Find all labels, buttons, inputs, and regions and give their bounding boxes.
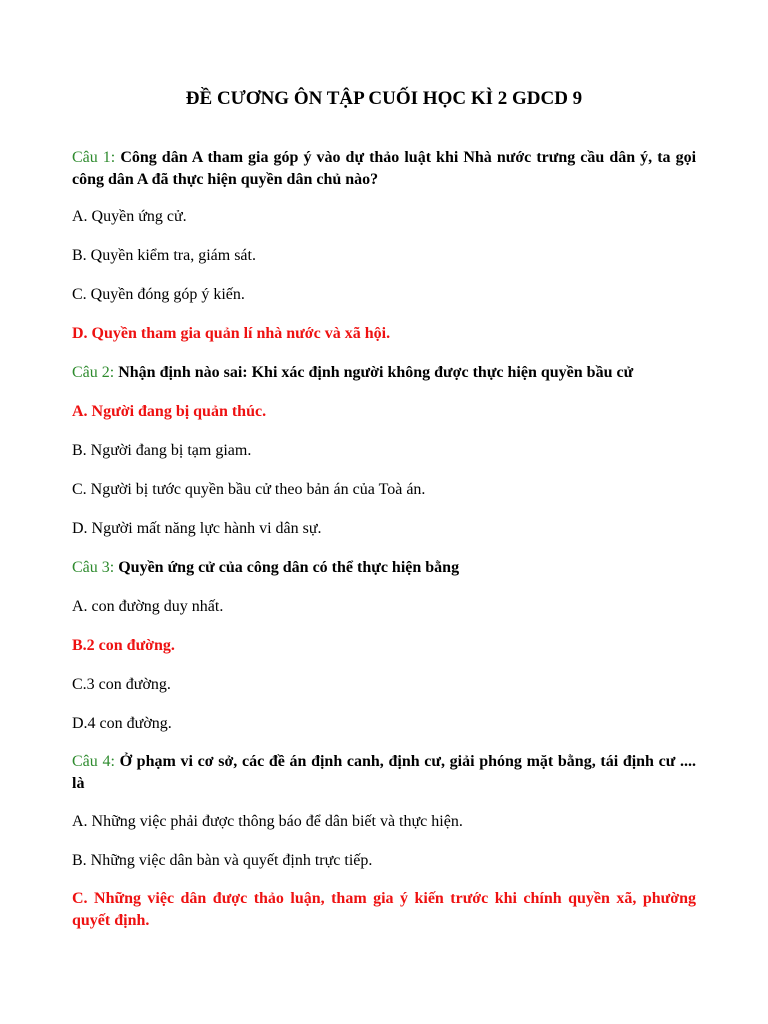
- option-4c-correct: C. Những việc dân được thảo luận, tham gia ý kiến trước khi chính quyền xã, phường quyết định.: [72, 890, 696, 929]
- option-4b: B. Những việc dân bàn và quyết định trực tiếp.: [72, 852, 373, 869]
- question-text: Công dân A tham gia góp ý vào dự thảo luật khi Nhà nước trưng cầu dân ý, ta gọi công dân A đã thực hiện quyền dân chủ nào?: [72, 149, 697, 188]
- option-3c: C.3 con đường.: [72, 676, 171, 693]
- option-1c: C. Quyền đóng góp ý kiến.: [72, 286, 245, 303]
- question-label: Câu 1:: [72, 149, 116, 166]
- option-2d: D. Người mất năng lực hành vi dân sự.: [72, 520, 322, 537]
- question-text: Quyền ứng cử của công dân có thể thực hiện bằng: [118, 559, 460, 576]
- option-1d-correct: D. Quyền tham gia quản lí nhà nước và xã hội.: [72, 325, 391, 342]
- option-3d: D.4 con đường.: [72, 715, 172, 732]
- question-label: Câu 2:: [72, 364, 115, 381]
- question-4: [72, 751, 696, 795]
- question-2: [72, 362, 696, 384]
- option-2a-correct: A. Người đang bị quản thúc.: [72, 403, 267, 420]
- option-4a: A. Những việc phải được thông báo để dân biết và thực hiện.: [72, 813, 463, 830]
- question-text: Nhận định nào sai: Khi xác định người không được thực hiện quyền bầu cử: [118, 364, 634, 381]
- question-label: Câu 4:: [72, 753, 115, 770]
- option-3a: A. con đường duy nhất.: [72, 598, 224, 615]
- question-label: Câu 3:: [72, 559, 115, 576]
- question-3: [72, 557, 696, 579]
- option-2b: B. Người đang bị tạm giam.: [72, 442, 252, 459]
- option-3b-correct: B.2 con đường.: [72, 637, 175, 654]
- option-1a: A. Quyền ứng cử.: [72, 208, 187, 225]
- option-2c: C. Người bị tước quyền bầu cử theo bản án của Toà án.: [72, 481, 426, 498]
- document-title: ĐỀ CƯƠNG ÔN TẬP CUỐI HỌC KÌ 2 GDCD 9: [185, 88, 583, 109]
- question-1: [72, 147, 696, 191]
- option-1b: B. Quyền kiểm tra, giám sát.: [72, 247, 256, 264]
- question-text: Ở phạm vi cơ sở, các đề án định canh, định cư, giải phóng mặt bằng, tái định cư .... là: [72, 753, 697, 792]
